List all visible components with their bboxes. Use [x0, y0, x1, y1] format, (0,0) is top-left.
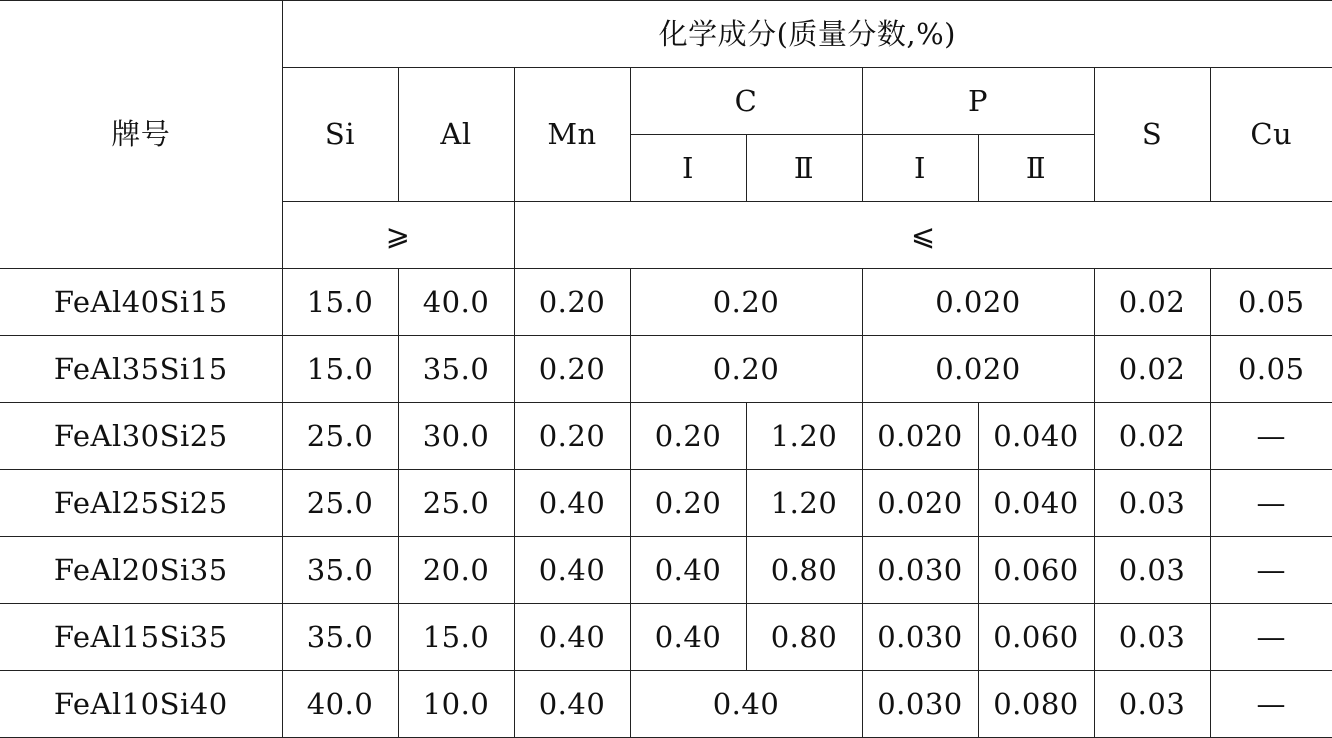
table-row: [0, 470, 1332, 537]
mn-header: Mn: [514, 68, 630, 202]
al-cell: 35.0: [398, 336, 514, 403]
c-cell: 0.40: [630, 671, 862, 738]
c1-cell: 0.20: [630, 470, 746, 537]
al-cell: 20.0: [398, 537, 514, 604]
grade-cell: FeAl25Si25: [0, 470, 282, 537]
min-sign: ⩾: [282, 202, 514, 269]
p2-cell: 0.080: [978, 671, 1094, 738]
al-header: Al: [398, 68, 514, 202]
si-cell: 25.0: [282, 403, 398, 470]
table-row: [0, 269, 1332, 336]
p1-cell: 0.030: [862, 604, 978, 671]
header-row-1: [0, 1, 1332, 68]
al-cell: 10.0: [398, 671, 514, 738]
c-class-1-header: Ⅰ: [630, 135, 746, 202]
al-cell: 15.0: [398, 604, 514, 671]
table-row: [0, 537, 1332, 604]
si-cell: 35.0: [282, 537, 398, 604]
s-cell: 0.02: [1094, 403, 1210, 470]
si-cell: 25.0: [282, 470, 398, 537]
c-cell: 0.20: [630, 269, 862, 336]
composition-header: 化学成分(质量分数,%): [282, 1, 1332, 68]
cu-header: Cu: [1210, 68, 1332, 202]
al-cell: 30.0: [398, 403, 514, 470]
mn-cell: 0.20: [514, 403, 630, 470]
si-cell: 35.0: [282, 604, 398, 671]
table-row: [0, 336, 1332, 403]
s-cell: 0.03: [1094, 537, 1210, 604]
s-cell: 0.02: [1094, 336, 1210, 403]
grade-cell: FeAl20Si35: [0, 537, 282, 604]
s-header: S: [1094, 68, 1210, 202]
si-cell: 40.0: [282, 671, 398, 738]
cu-cell: —: [1210, 671, 1332, 738]
p2-cell: 0.040: [978, 470, 1094, 537]
s-cell: 0.03: [1094, 671, 1210, 738]
al-cell: 25.0: [398, 470, 514, 537]
p-class-1-header: Ⅰ: [862, 135, 978, 202]
c2-cell: 0.80: [746, 604, 862, 671]
c1-cell: 0.40: [630, 537, 746, 604]
table-row: [0, 403, 1332, 470]
c-class-2-header: Ⅱ: [746, 135, 862, 202]
grade-header: 牌号: [0, 1, 282, 269]
table-row: [0, 671, 1332, 738]
mn-cell: 0.40: [514, 671, 630, 738]
cu-cell: —: [1210, 604, 1332, 671]
grade-cell: FeAl15Si35: [0, 604, 282, 671]
p2-cell: 0.060: [978, 604, 1094, 671]
si-header: Si: [282, 68, 398, 202]
mn-cell: 0.40: [514, 604, 630, 671]
p-cell: 0.020: [862, 336, 1094, 403]
p2-cell: 0.040: [978, 403, 1094, 470]
s-cell: 0.02: [1094, 269, 1210, 336]
s-cell: 0.03: [1094, 470, 1210, 537]
table-row: [0, 604, 1332, 671]
cu-cell: —: [1210, 470, 1332, 537]
mn-cell: 0.20: [514, 269, 630, 336]
mn-cell: 0.40: [514, 537, 630, 604]
p-class-2-header: Ⅱ: [978, 135, 1094, 202]
c-cell: 0.20: [630, 336, 862, 403]
grade-cell: FeAl30Si25: [0, 403, 282, 470]
s-cell: 0.03: [1094, 604, 1210, 671]
c1-cell: 0.20: [630, 403, 746, 470]
cu-cell: —: [1210, 403, 1332, 470]
p1-cell: 0.020: [862, 403, 978, 470]
grade-cell: FeAl40Si15: [0, 269, 282, 336]
p1-cell: 0.030: [862, 671, 978, 738]
mn-cell: 0.40: [514, 470, 630, 537]
grade-cell: FeAl35Si15: [0, 336, 282, 403]
c1-cell: 0.40: [630, 604, 746, 671]
p-header: P: [862, 68, 1094, 135]
si-cell: 15.0: [282, 269, 398, 336]
si-cell: 15.0: [282, 336, 398, 403]
p1-cell: 0.030: [862, 537, 978, 604]
p1-cell: 0.020: [862, 470, 978, 537]
max-sign: ⩽: [514, 202, 1332, 269]
p2-cell: 0.060: [978, 537, 1094, 604]
al-cell: 40.0: [398, 269, 514, 336]
c2-cell: 0.80: [746, 537, 862, 604]
cu-cell: 0.05: [1210, 336, 1332, 403]
c-header: C: [630, 68, 862, 135]
c2-cell: 1.20: [746, 470, 862, 537]
cu-cell: 0.05: [1210, 269, 1332, 336]
p-cell: 0.020: [862, 269, 1094, 336]
cu-cell: —: [1210, 537, 1332, 604]
mn-cell: 0.20: [514, 336, 630, 403]
c2-cell: 1.20: [746, 403, 862, 470]
grade-cell: FeAl10Si40: [0, 671, 282, 738]
